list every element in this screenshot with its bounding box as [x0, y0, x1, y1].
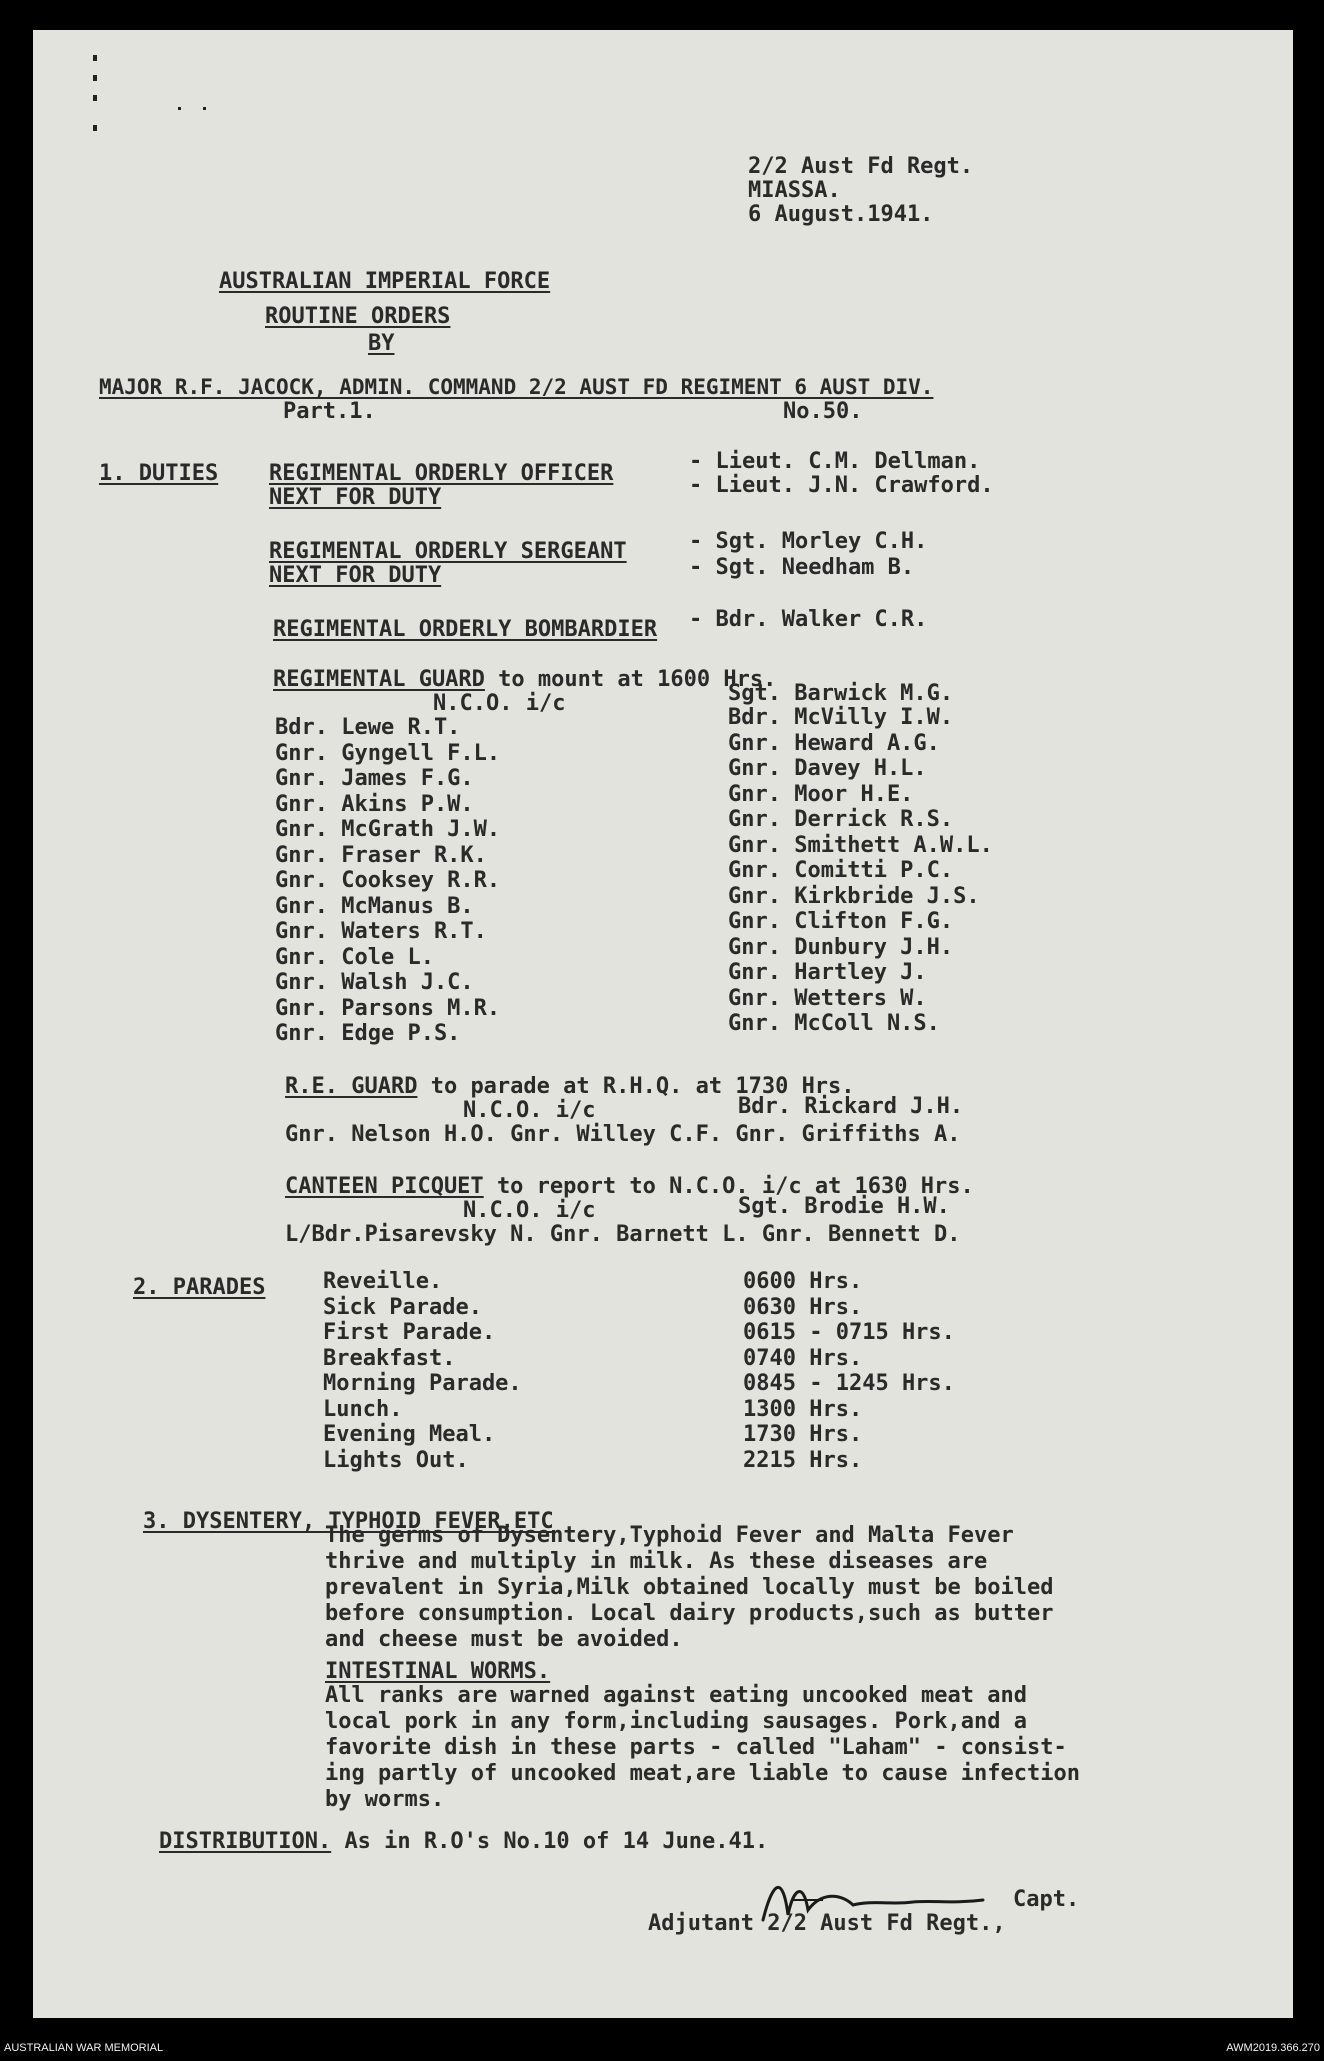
- parade-label: Lunch.: [323, 1396, 403, 1422]
- guard-nco: N.C.O. i/c: [433, 691, 566, 716]
- cp-text: to report to N.C.O. i/c at 1630 Hrs.: [496, 1174, 974, 1199]
- guard-member: Gnr. Fraser R.K.: [275, 842, 487, 868]
- guard-member: Gnr. Hartley J.: [728, 960, 927, 985]
- guard-member: Gnr. McGrath J.W.: [275, 817, 501, 842]
- parade-label: Breakfast.: [323, 1345, 456, 1371]
- re-members: Gnr. Nelson H.O. Gnr. Willey C.F. Gnr. Griffiths A.: [285, 1122, 961, 1147]
- parades-heading: 2. PARADES: [133, 1275, 266, 1300]
- guard-text: to mount at 1600 Hrs.: [498, 667, 777, 692]
- title-commander: MAJOR R.F. JACOCK, ADMIN. COMMAND 2/2 AUST FD REGIMENT 6 AUST DIV.: [99, 375, 934, 399]
- worms-heading: INTESTINAL WORMS.: [325, 1659, 551, 1684]
- signature-rank: Capt.: [1013, 1887, 1080, 1912]
- parade-time: 1730 Hrs.: [743, 1422, 863, 1447]
- guard-member: Gnr. Parsons M.R.: [275, 995, 501, 1021]
- guard-member: Gnr. Gyngell F.L.: [275, 740, 501, 766]
- distribution-label: DISTRIBUTION.: [159, 1829, 332, 1854]
- parade-time: 0845 - 1245 Hrs.: [743, 1371, 955, 1396]
- guard-member: Gnr. Kirkbride J.S.: [728, 883, 980, 909]
- guard-nco-name: Sgt. Barwick M.G.: [728, 681, 954, 706]
- footer-source: AUSTRALIAN WAR MEMORIAL: [4, 2042, 164, 2054]
- roo-value: - Lieut. C.M. Dellman.: [689, 449, 981, 474]
- header-unit: 2/2 Aust Fd Regt.: [748, 154, 974, 179]
- guard-member: Gnr. McColl N.S.: [728, 1011, 940, 1036]
- worms-line: favorite dish in these parts - called "Laham" - consist-: [325, 1735, 1067, 1760]
- parade-time: 2215 Hrs.: [743, 1447, 863, 1473]
- worms-line: by worms.: [325, 1787, 445, 1812]
- parade-time: 0600 Hrs.: [743, 1269, 863, 1294]
- document-page: [33, 30, 1293, 2018]
- guard-member: Gnr. Clifton F.G.: [728, 909, 954, 934]
- worms-line: All ranks are warned against eating uncooked meat and: [325, 1683, 1027, 1708]
- parade-label: Evening Meal.: [323, 1422, 496, 1447]
- parade-time: 0615 - 0715 Hrs.: [743, 1320, 955, 1345]
- re-label: R.E. GUARD: [285, 1074, 418, 1099]
- guard-member: Gnr. Wetters W.: [728, 985, 927, 1011]
- header-date: 6 August.1941.: [748, 202, 934, 227]
- guard-member: Bdr. Lewe R.T.: [275, 715, 461, 740]
- guard-member: Gnr. Heward A.G.: [728, 730, 940, 756]
- parade-time: 1300 Hrs.: [743, 1396, 863, 1422]
- distribution-line: [159, 1830, 768, 1854]
- guard-label: REGIMENTAL GUARD: [273, 667, 485, 692]
- dysentery-line: thrive and multiply in milk. As these diseases are: [325, 1549, 988, 1574]
- guard-member: Gnr. Cooksey R.R.: [275, 868, 501, 893]
- re-nco-name: Bdr. Rickard J.H.: [738, 1094, 964, 1119]
- title-force: AUSTRALIAN IMPERIAL FORCE: [219, 269, 551, 294]
- guard-member: Gnr. McManus B.: [275, 893, 474, 919]
- cp-nco-name: Sgt. Brodie H.W.: [738, 1194, 950, 1219]
- guard-member: Gnr. Dunbury J.H.: [728, 934, 954, 960]
- title-number: No.50.: [783, 399, 863, 424]
- ros-value: - Sgt. Morley C.H.: [689, 529, 928, 554]
- guard-member: Gnr. Comitti P.C.: [728, 858, 954, 883]
- footer-id: AWM2019.366.270: [1226, 2042, 1320, 2054]
- ros-next-value: - Sgt. Needham B.: [689, 555, 915, 580]
- guard-member: Gnr. Waters R.T.: [275, 919, 487, 944]
- guard-member: Gnr. Davey H.L.: [728, 756, 927, 781]
- title-part: Part.1.: [283, 399, 376, 424]
- worms-line: ing partly of uncooked meat,are liable to cause infection: [325, 1761, 1080, 1786]
- rob-label: REGIMENTAL ORDERLY BOMBARDIER: [273, 617, 658, 642]
- re-text: to parade at R.H.Q. at 1730 Hrs.: [430, 1074, 855, 1099]
- header-location: MIASSA.: [748, 178, 841, 203]
- roo-next-value: - Lieut. J.N. Crawford.: [689, 473, 994, 498]
- dysentery-line: The germs of Dysentery,Typhoid Fever and Malta Fever: [325, 1523, 1014, 1548]
- cp-members: L/Bdr.Pisarevsky N. Gnr. Barnett L. Gnr. Bennett D.: [285, 1222, 961, 1247]
- parade-time: 0740 Hrs.: [743, 1345, 863, 1371]
- parade-label: Sick Parade.: [323, 1294, 482, 1320]
- parade-label: First Parade.: [323, 1320, 496, 1345]
- roo-next-label: NEXT FOR DUTY: [269, 485, 442, 510]
- signature-title: Adjutant 2/2 Aust Fd Regt.,: [648, 1911, 1006, 1936]
- roo-label: REGIMENTAL ORDERLY OFFICER: [269, 461, 614, 486]
- guard-member: Bdr. McVilly I.W.: [728, 705, 954, 730]
- guard-member: Gnr. Akins P.W.: [275, 791, 474, 817]
- dysentery-heading: 3. DYSENTERY, TYPHOID FEVER,ETC: [143, 1509, 554, 1534]
- worms-line: local pork in any form,including sausages. Pork,and a: [325, 1709, 1027, 1734]
- parade-label: Morning Parade.: [323, 1371, 522, 1396]
- cp-label: CANTEEN PICQUET: [285, 1174, 484, 1199]
- guard-member: Gnr. Edge P.S.: [275, 1021, 461, 1046]
- title-by: BY: [368, 331, 395, 356]
- parade-time: 0630 Hrs.: [743, 1294, 863, 1320]
- re-nco: N.C.O. i/c: [463, 1098, 596, 1123]
- dysentery-line: and cheese must be avoided.: [325, 1627, 683, 1652]
- guard-member: Gnr. Smithett A.W.L.: [728, 832, 993, 858]
- cp-nco: N.C.O. i/c: [463, 1198, 596, 1223]
- parade-label: Reveille.: [323, 1269, 443, 1294]
- title-routine-orders: ROUTINE ORDERS: [265, 304, 451, 329]
- ros-next-label: NEXT FOR DUTY: [269, 563, 442, 588]
- guard-member: Gnr. Derrick R.S.: [728, 807, 954, 832]
- parade-label: Lights Out.: [323, 1447, 469, 1473]
- rob-value: - Bdr. Walker C.R.: [689, 607, 928, 632]
- guard-member: Gnr. Cole L.: [275, 944, 434, 970]
- distribution-text: As in R.O's No.10 of 14 June.41.: [344, 1829, 769, 1854]
- dysentery-line: prevalent in Syria,Milk obtained locally must be boiled: [325, 1575, 1054, 1600]
- dysentery-line: before consumption. Local dairy products,such as butter: [325, 1601, 1054, 1626]
- guard-line: [273, 668, 776, 692]
- ros-label: REGIMENTAL ORDERLY SERGEANT: [269, 539, 627, 564]
- duties-heading: 1. DUTIES: [99, 461, 219, 486]
- guard-member: Gnr. James F.G.: [275, 766, 474, 791]
- guard-member: Gnr. Moor H.E.: [728, 781, 914, 807]
- guard-member: Gnr. Walsh J.C.: [275, 970, 474, 995]
